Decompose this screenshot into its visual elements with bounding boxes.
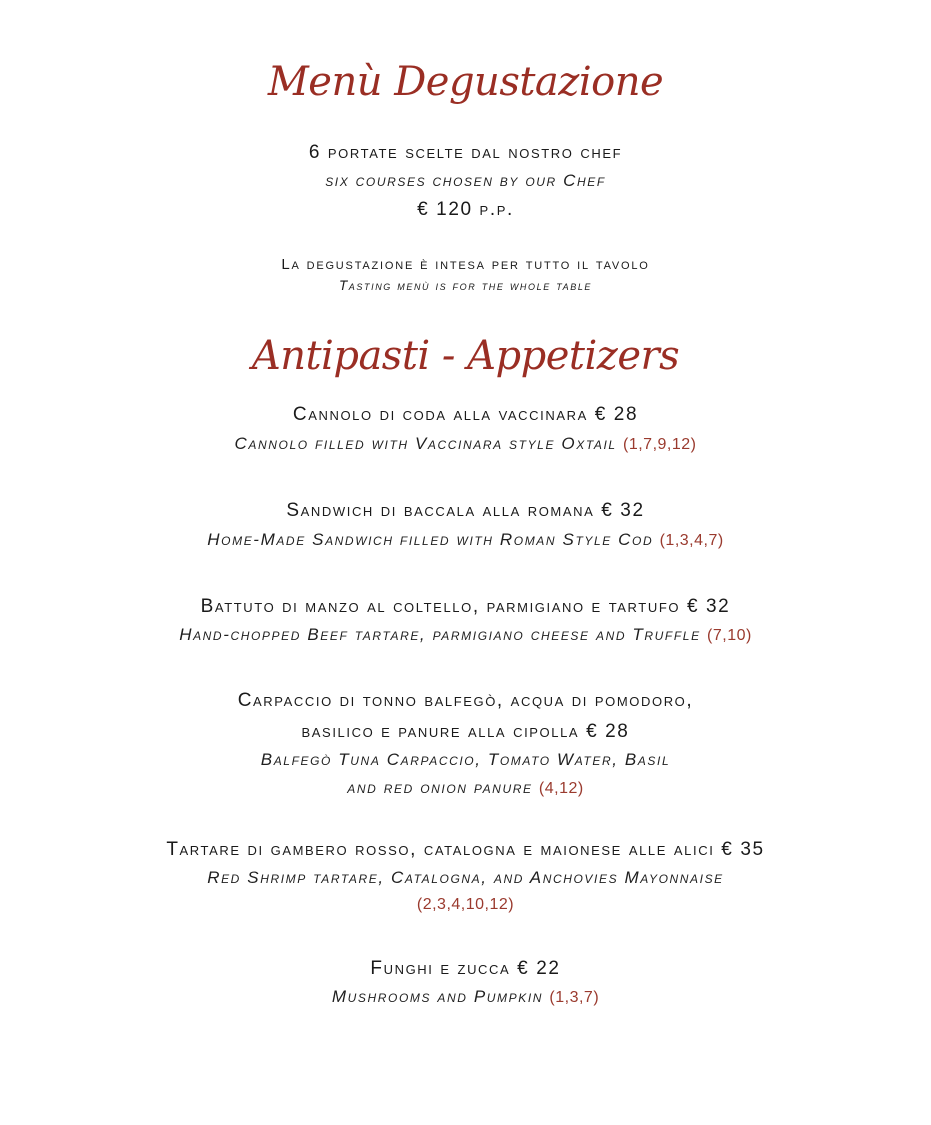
tasting-note-it: La degustazione è intesa per tutto il tavolo xyxy=(281,256,650,273)
dish-description: Cannolo filled with Vaccinara style Oxtail (1,7,9,12) xyxy=(234,434,697,453)
dish-description: Red Shrimp tartare, Catalogna, and Anchovies Mayonnaise xyxy=(207,868,724,887)
tasting-line-it: 6 portate scelte dal nostro chef xyxy=(308,142,623,163)
tasting-note-en: Tasting menù is for the whole table xyxy=(338,278,593,293)
allergen-codes: (2,3,4,10,12) xyxy=(416,896,515,913)
dish-name: Funghi e zucca € 22 xyxy=(370,958,561,979)
allergen-codes: (7,10) xyxy=(707,627,752,644)
dish-description: Mushrooms and Pumpkin (1,3,7) xyxy=(331,987,600,1006)
tasting-price: € 120 p.p. xyxy=(417,199,514,220)
dish-name: basilico e panure alla cipolla € 28 xyxy=(301,721,630,742)
dish-description: Home-Made Sandwich filled with Roman Style Cod (1,3,4,7) xyxy=(207,530,724,549)
dish-name: Battuto di manzo al coltello, parmigiano e tartufo € 32 xyxy=(200,596,731,617)
allergen-codes: (1,3,7) xyxy=(549,989,600,1006)
allergen-codes: (1,7,9,12) xyxy=(623,436,697,453)
dish-description: Hand-chopped Beef tartare, parmigiano cheese and Truffle (7,10) xyxy=(179,625,752,644)
dish-description: Balfegò Tuna Carpaccio, Tomato Water, Basil xyxy=(260,750,671,769)
dish-name: Tartare di gambero rosso, catalogna e maionese alle alici € 35 xyxy=(166,839,765,860)
section-title: Antipasti - Appetizers xyxy=(251,333,680,379)
dish-name: Sandwich di baccala alla romana € 32 xyxy=(286,500,645,521)
allergen-codes: (4,12) xyxy=(538,780,584,797)
dish-description xyxy=(0,894,931,914)
allergen-codes: (1,3,4,7) xyxy=(659,532,724,549)
dish-name: Cannolo di coda alla vaccinara € 28 xyxy=(292,404,639,425)
menu-title: Menù Degustazione xyxy=(267,59,664,105)
tasting-line-en: six courses chosen by our Chef xyxy=(325,171,606,190)
dish-description: and red onion panure (4,12) xyxy=(347,778,584,797)
dish-name: Carpaccio di tonno balfegò, acqua di pomodoro, xyxy=(237,690,694,711)
